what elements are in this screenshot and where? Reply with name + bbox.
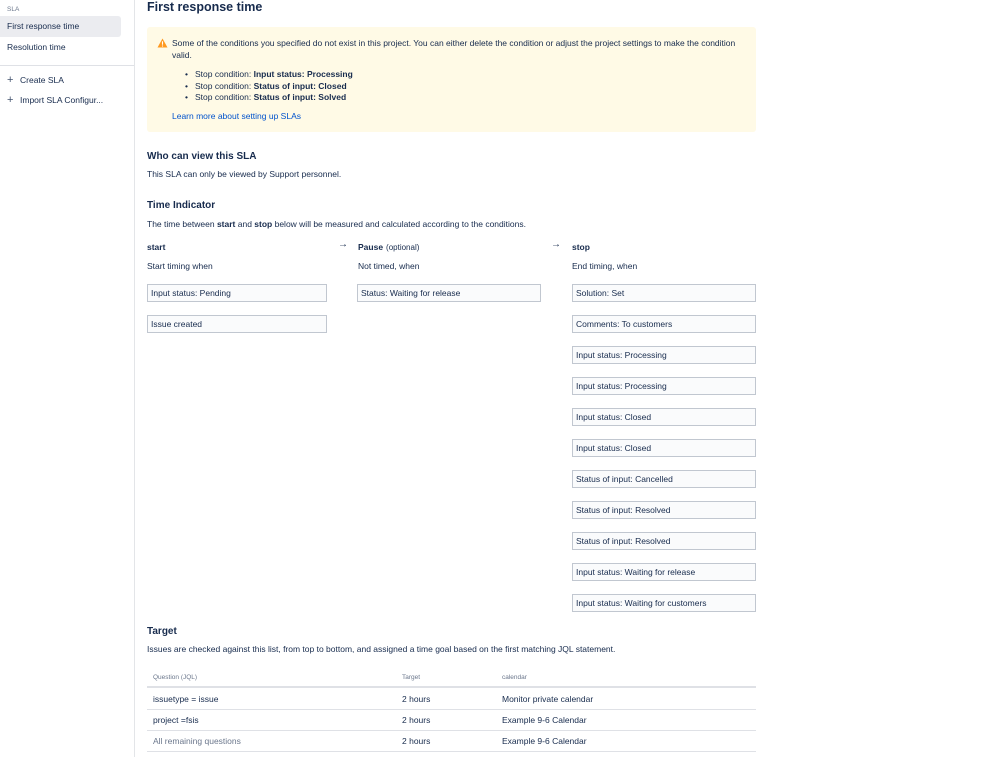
start-condition[interactable]: Issue created — [147, 315, 327, 333]
import-sla-configuration-button[interactable] — [7, 93, 128, 107]
table-row[interactable] — [147, 731, 756, 752]
row-target: 2 hours — [402, 715, 431, 725]
stop-condition[interactable]: Comments: To customers — [572, 315, 756, 333]
pause-column-title: Pause (optional) — [358, 242, 420, 252]
stop-condition[interactable]: Input status: Waiting for customers — [572, 594, 756, 612]
row-question: All remaining questions — [153, 736, 241, 746]
create-sla-button[interactable] — [7, 73, 128, 87]
table-header — [147, 668, 756, 688]
warning-condition: • Stop condition: Input status: Processing — [185, 69, 353, 81]
arrow-right-icon: → — [338, 239, 348, 250]
stop-condition[interactable]: Input status: Closed — [572, 408, 756, 426]
create-sla-label: Create SLA — [20, 75, 64, 85]
row-question: issuetype = issue — [153, 694, 219, 704]
sidebar-item-first-response-time[interactable]: First response time — [0, 16, 121, 37]
stop-condition[interactable]: Input status: Closed — [572, 439, 756, 457]
row-calendar: Example 9-6 Calendar — [502, 715, 587, 725]
sidebar-heading: SLA — [7, 6, 20, 13]
stop-condition[interactable]: Status of input: Resolved — [572, 501, 756, 519]
row-calendar: Example 9-6 Calendar — [502, 736, 587, 746]
start-column-title: start — [147, 242, 166, 252]
table-row[interactable] — [147, 689, 756, 710]
plus-icon: + — [7, 74, 14, 86]
import-sla-label: Import SLA Configur... — [20, 95, 104, 105]
learn-more-link[interactable]: Learn more about setting up SLAs — [172, 111, 301, 121]
stop-condition[interactable]: Input status: Processing — [572, 346, 756, 364]
stop-condition[interactable]: Input status: Processing — [572, 377, 756, 395]
stop-column-title: stop — [572, 242, 590, 252]
start-column-subtitle: Start timing when — [147, 261, 213, 271]
stop-column-subtitle: End timing, when — [572, 261, 638, 271]
target-description: Issues are checked against this list, from top to bottom, and assigned a time goal based on the first matching JQL statement. — [147, 644, 616, 654]
column-header-question: Question (JQL) — [153, 674, 198, 681]
arrow-right-icon: → — [551, 239, 561, 250]
table-row[interactable] — [147, 710, 756, 731]
sidebar-item-resolution-time[interactable]: Resolution time — [7, 42, 66, 52]
stop-condition[interactable]: Solution: Set — [572, 284, 756, 302]
warning-panel — [147, 27, 756, 132]
row-target: 2 hours — [402, 736, 431, 746]
stop-condition[interactable]: Status of input: Resolved — [572, 532, 756, 550]
who-can-view-heading: Who can view this SLA — [147, 151, 257, 162]
sidebar-divider — [0, 65, 134, 66]
row-question: project =fsis — [153, 715, 199, 725]
warning-icon — [157, 38, 168, 48]
column-header-target: Target — [402, 674, 421, 681]
warning-condition-list — [185, 69, 353, 104]
stop-condition[interactable]: Status of input: Cancelled — [572, 470, 756, 488]
pause-column-subtitle: Not timed, when — [358, 261, 420, 271]
sla-sidebar — [0, 0, 135, 757]
pause-condition[interactable]: Status: Waiting for release — [357, 284, 541, 302]
column-header-calendar: calendar — [502, 674, 527, 681]
row-calendar: Monitor private calendar — [502, 694, 594, 704]
target-heading: Target — [147, 626, 177, 637]
who-can-view-text: This SLA can only be viewed by Support personnel. — [147, 169, 342, 179]
plus-icon: + — [7, 94, 14, 106]
time-indicator-heading: Time Indicator — [147, 200, 216, 211]
stop-condition[interactable]: Input status: Waiting for release — [572, 563, 756, 581]
row-target: 2 hours — [402, 694, 431, 704]
warning-message: Some of the conditions you specified do not exist in this project. You can either delete the condition or adjust the project settings to make the condition valid. — [172, 38, 736, 60]
page-title: First response time — [147, 0, 263, 14]
start-condition[interactable]: Input status: Pending — [147, 284, 327, 302]
time-indicator-description: The time between start and stop below will be measured and calculated according to the conditions. — [147, 219, 526, 229]
warning-condition: • Stop condition: Status of input: Solved — [185, 92, 353, 104]
warning-condition: • Stop condition: Status of input: Closed — [185, 81, 353, 93]
